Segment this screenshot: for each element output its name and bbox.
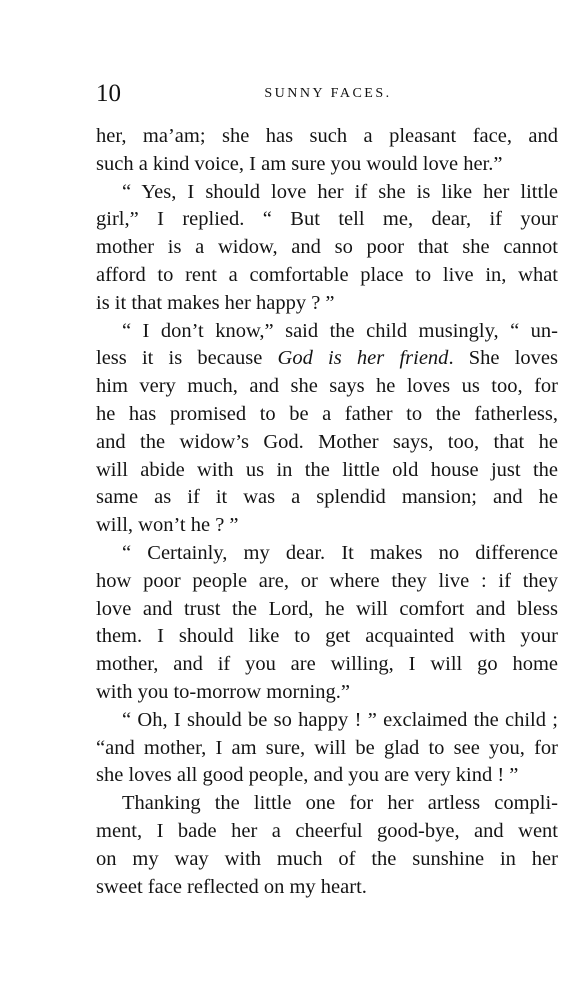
text-line: and the widow’s God. Mother says, too, that he — [96, 430, 558, 453]
text-line: girl,” I replied. “ But tell me, dear, if your — [96, 208, 558, 231]
running-header — [96, 78, 560, 110]
text-line — [96, 345, 558, 373]
text-line: “ Oh, I should be so happy ! ” exclaimed the child ; — [122, 708, 558, 731]
text-line: she loves all good people, and you are very kind ! ” — [96, 764, 519, 787]
text-line: how poor people are, or where they live : if they — [96, 569, 558, 592]
text-line: is it that makes her happy ? ” — [96, 291, 335, 314]
text-segment: less it is because — [96, 347, 263, 370]
text-line: will, won’t he ? ” — [96, 514, 239, 537]
text-line: he has promised to be a father to the fatherless, — [96, 402, 558, 425]
text-line: love and trust the Lord, he will comfort and bless — [96, 597, 558, 620]
text-line: will abide with us in the little old house just the — [96, 458, 558, 481]
body-text — [96, 123, 558, 901]
text-segment: . She loves — [448, 347, 558, 370]
text-line: “ Yes, I should love her if she is like her little — [122, 180, 558, 203]
text-line: him very much, and she says he loves us too, for — [96, 375, 558, 398]
emphasized-phrase: God is her friend — [277, 347, 449, 370]
text-line: her, ma’am; she has such a pleasant face, and — [96, 125, 558, 147]
text-line: “ Certainly, my dear. It makes no difference — [122, 541, 558, 564]
running-title: SUNNY FACES. — [264, 86, 392, 101]
text-line: ment, I bade her a cheerful good-bye, and went — [96, 819, 558, 842]
text-line: mother, and if you are willing, I will go home — [96, 653, 558, 676]
text-line: afford to rent a comfortable place to live in, what — [96, 263, 558, 286]
page-number: 10 — [96, 80, 121, 107]
text-line: “and mother, I am sure, will be glad to see you, for — [96, 736, 558, 759]
text-line: with you to-morrow morning.” — [96, 680, 350, 703]
text-line: such a kind voice, I am sure you would love her.” — [96, 152, 503, 175]
text-line: them. I should like to get acquainted with your — [96, 625, 558, 648]
text-line: “ I don’t know,” said the child musingly, “ un- — [122, 319, 558, 342]
text-line: on my way with much of the sunshine in her — [96, 847, 558, 870]
text-line: sweet face reflected on my heart. — [96, 875, 367, 898]
text-line: mother is a widow, and so poor that she cannot — [96, 236, 558, 259]
text-line: same as if it was a splendid mansion; and he — [96, 486, 558, 509]
text-line: Thanking the little one for her artless compli- — [122, 792, 558, 815]
